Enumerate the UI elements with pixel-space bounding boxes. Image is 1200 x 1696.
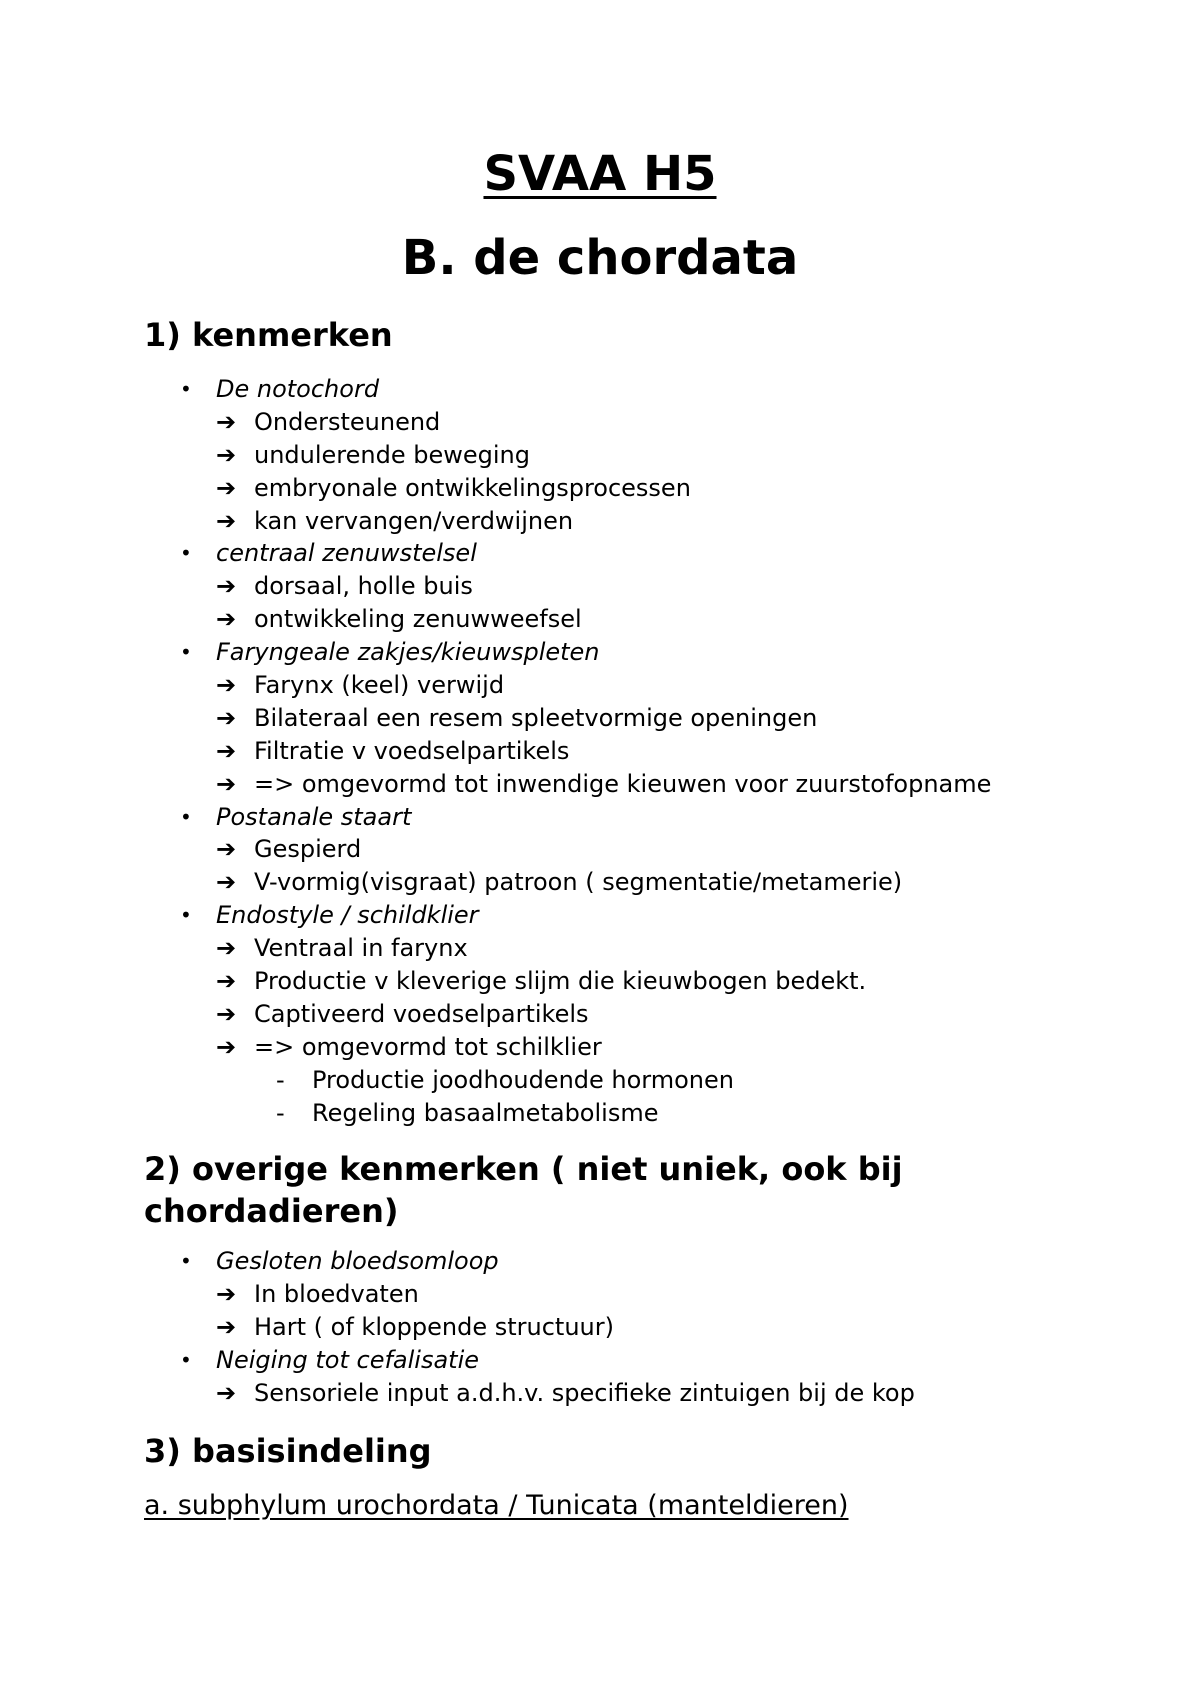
document-title-text: SVAA H5 (483, 146, 717, 202)
list-item-text: Endostyle / schildklier (216, 901, 479, 930)
list-item-text: => omgevormd tot inwendige kieuwen voor zuurstofopname (254, 769, 992, 798)
list-item-text: V-vormig(visgraat) patroon ( segmentatie/metamerie) (254, 868, 903, 897)
arrow-right-icon: ➔ (216, 835, 237, 864)
arrow-right-icon: ➔ (216, 506, 237, 535)
document-subtitle: B. de chordata (401, 230, 799, 286)
list-item-text: Faryngeale zakjes/kieuwspleten (216, 638, 600, 667)
list-item-text: Regeling basaalmetabolisme (312, 1098, 659, 1127)
bullet-icon: • (180, 1347, 192, 1372)
list-item-text: centraal zenuwstelsel (216, 539, 477, 568)
list-item-text: undulerende beweging (254, 440, 530, 469)
arrow-right-icon: ➔ (216, 1312, 237, 1341)
dash-marker: - (276, 1065, 285, 1094)
list-item-text: Captiveerd voedselpartikels (254, 999, 589, 1028)
arrow-right-icon: ➔ (216, 1279, 237, 1308)
bullet-icon: • (180, 804, 192, 829)
list-item-text: Neiging tot cefalisatie (216, 1345, 480, 1374)
list-item-text: Gespierd (254, 835, 362, 864)
bullet-icon: • (180, 541, 192, 566)
list-item-text: Filtratie v voedselpartikels (254, 736, 570, 765)
list-item-text: Hart ( of kloppende structuur) (254, 1312, 614, 1341)
arrow-right-icon: ➔ (216, 999, 237, 1028)
section-heading-basisindeling: 3) basisindeling (144, 1432, 432, 1470)
arrow-right-icon: ➔ (216, 1032, 237, 1061)
list-item-text: => omgevormd tot schilklier (254, 1032, 602, 1061)
arrow-right-icon: ➔ (216, 473, 237, 502)
list-item-text: Productie v kleverige slijm die kieuwbogen bedekt. (254, 967, 867, 996)
list-item-text: In bloedvaten (254, 1279, 419, 1308)
list-item-text: dorsaal, holle buis (254, 572, 473, 601)
bullet-icon: • (180, 1249, 192, 1273)
arrow-right-icon: ➔ (216, 703, 237, 732)
dash-marker: - (276, 1098, 285, 1127)
bullet-icon: • (180, 377, 192, 401)
arrow-right-icon: ➔ (216, 769, 237, 798)
bullet-icon: • (180, 640, 192, 665)
arrow-right-icon: ➔ (216, 934, 237, 963)
section-heading-overige-kenmerken: 2) overige kenmerken ( niet uniek, ook bij chordadieren) (144, 1150, 903, 1230)
list-item-text: embryonale ontwikkelingsprocessen (254, 473, 691, 502)
list-item-text: ontwikkeling zenuwweefsel (254, 605, 582, 634)
list-item-text: Farynx (keel) verwijd (254, 671, 505, 700)
subphylum-heading: a. subphylum urochordata / Tunicata (manteldieren) (144, 1490, 849, 1521)
list-item-text: Ondersteunend (254, 407, 441, 436)
list-item-text: De notochord (216, 375, 380, 403)
list-item-text: Sensoriele input a.d.h.v. specifieke zintuigen bij de kop (254, 1378, 915, 1407)
document-title (0, 146, 1200, 202)
list-item-text: kan vervangen/verdwijnen (254, 506, 574, 535)
arrow-right-icon: ➔ (216, 868, 237, 897)
list-item-text: Productie joodhoudende hormonen (312, 1065, 734, 1094)
list-item-text: Gesloten bloedsomloop (216, 1247, 499, 1275)
arrow-right-icon: ➔ (216, 671, 237, 700)
list-item-text: Bilateraal een resem spleetvormige openingen (254, 703, 818, 732)
arrow-right-icon: ➔ (216, 407, 237, 436)
arrow-right-icon: ➔ (216, 736, 237, 765)
arrow-right-icon: ➔ (216, 440, 237, 469)
arrow-right-icon: ➔ (216, 1378, 237, 1407)
arrow-right-icon: ➔ (216, 572, 237, 601)
arrow-right-icon: ➔ (216, 605, 237, 634)
list-item-text: Ventraal in farynx (254, 934, 468, 963)
arrow-right-icon: ➔ (216, 967, 237, 996)
list-item-text: Postanale staart (216, 802, 412, 831)
section-heading-kenmerken: 1) kenmerken (144, 316, 393, 354)
bullet-icon: • (180, 903, 192, 928)
